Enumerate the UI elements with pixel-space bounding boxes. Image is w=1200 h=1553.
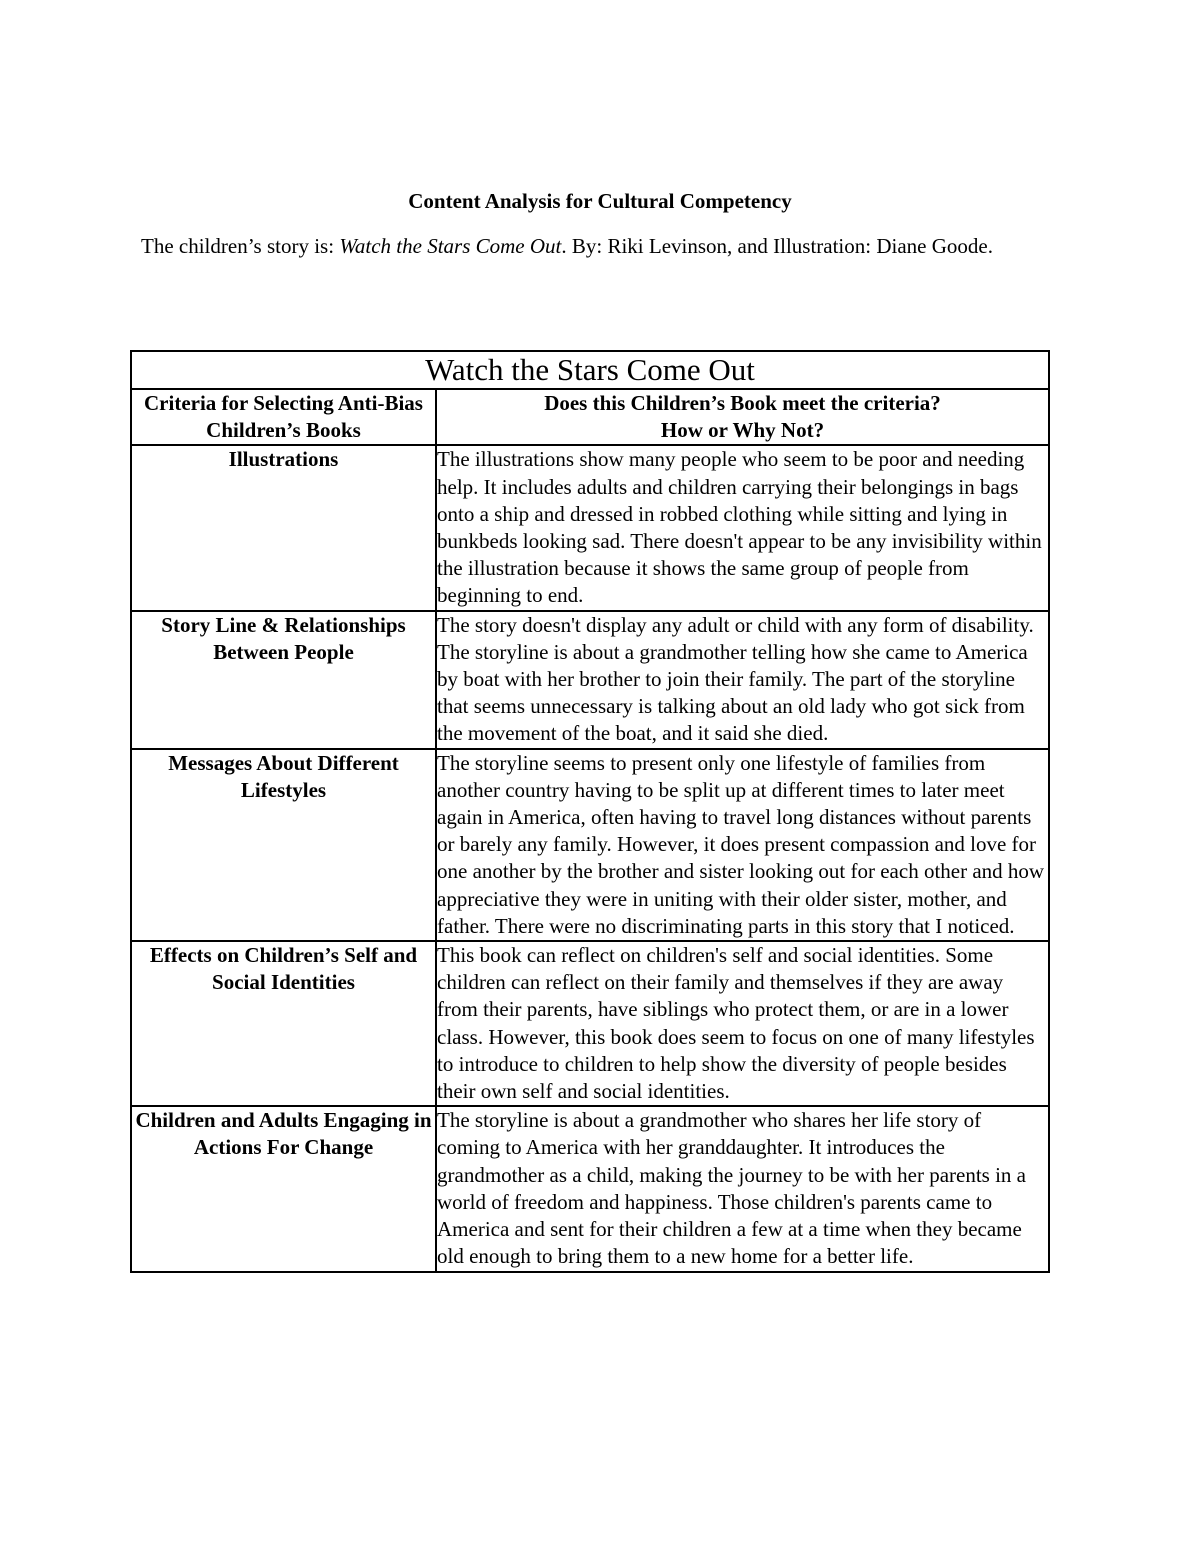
intro-suffix: . By: Riki Levinson, and Illustration: Diane Goode. <box>561 234 993 258</box>
table-row <box>131 611 1049 749</box>
answer-header-line1: Does this Children’s Book meet the criteria? <box>544 391 941 415</box>
criteria-cell: Children and Adults Engaging in Actions For Change <box>131 1106 436 1271</box>
criteria-column-header: Criteria for Selecting Anti-Bias Children’s Books <box>131 389 436 445</box>
table-title-row <box>131 351 1049 389</box>
answer-cell: The story doesn't display any adult or child with any form of disability. The storyline is about a grandmother telling how she came to America by boat with her brother to join their family. The part of the storyline that seems unnecessary is talking about an old lady who got sick from the movement of the boat, and it said she died. <box>436 611 1049 749</box>
page-title: Content Analysis for Cultural Competency <box>408 189 792 213</box>
intro-paragraph <box>141 231 1041 261</box>
criteria-cell: Effects on Children’s Self and Social Identities <box>131 941 436 1106</box>
criteria-cell: Illustrations <box>131 445 436 610</box>
intro-prefix: The children’s story is: <box>141 234 340 258</box>
table-header-row <box>131 389 1049 445</box>
table-row <box>131 941 1049 1106</box>
criteria-cell: Story Line & Relationships Between People <box>131 611 436 749</box>
answer-cell: The storyline seems to present only one lifestyle of families from another country having to be split up at different times to later meet again in America, often having to travel long distances without parents or barely any family. However, it does present compassion and love for one another by the brother and sister looking out for each other and how appreciative they were in uniting with their older sister, mother, and father. There were no discriminating parts in this story that I noticed. <box>436 749 1049 941</box>
answer-column-header <box>436 389 1049 445</box>
table-title: Watch the Stars Come Out <box>131 351 1049 389</box>
answer-cell: This book can reflect on children's self and social identities. Some children can reflect on their family and themselves if they are away from their parents, have siblings who protect them, or are in a lower class. However, this book does seem to focus on one of many lifestyles to introduce to children to help show the diversity of people besides their own self and social identities. <box>436 941 1049 1106</box>
table-row <box>131 749 1049 941</box>
analysis-table <box>130 350 1050 1273</box>
table-row <box>131 445 1049 610</box>
answer-header-line2: How or Why Not? <box>660 418 825 443</box>
criteria-cell: Messages About Different Lifestyles <box>131 749 436 941</box>
answer-cell: The storyline is about a grandmother who shares her life story of coming to America with her granddaughter. It introduces the grandmother as a child, making the journey to be with her parents in a world of freedom and happiness. Those children's parents came to America and sent for their children a few at a time when they became old enough to bring them to a new home for a better life. <box>436 1106 1049 1271</box>
answer-cell: The illustrations show many people who seem to be poor and needing help. It includes adults and children carrying their belongings in bags onto a ship and dressed in robbed clothing while sitting and lying in bunkbeds looking sad. There doesn't appear to be any invisibility within the illustration because it shows the same group of people from beginning to end. <box>436 445 1049 610</box>
table-row <box>131 1106 1049 1271</box>
story-title: Watch the Stars Come Out <box>339 234 562 258</box>
